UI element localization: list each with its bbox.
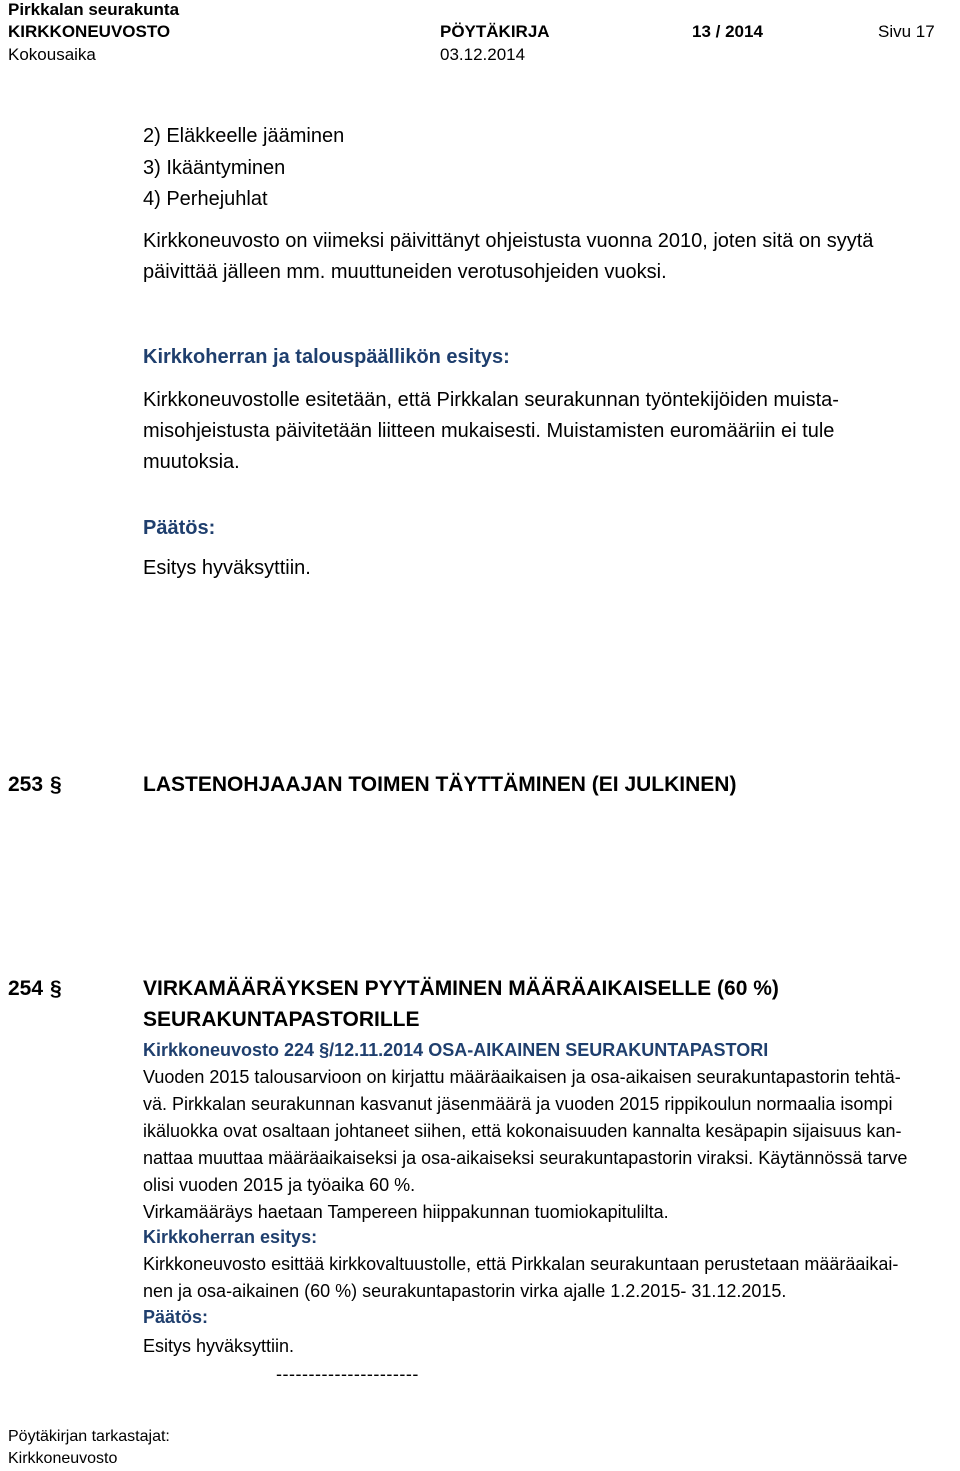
decision-text: Esitys hyväksyttiin. [143,1336,295,1356]
decision-heading: Päätös: [143,1307,209,1327]
reference-body: Kirkkoneuvosto 224 [143,1040,315,1060]
list-item: 4) Perhejuhlat [143,188,268,210]
intro-line: Kirkkoneuvosto on viimeksi päivittänyt ohjeistusta vuonna 2010, joten sitä on syytä [143,230,874,252]
decision-text: Esitys hyväksyttiin. [143,557,311,579]
section-symbol: § [50,977,62,1000]
footer-checkers: Pöytäkirjan tarkastajat: [8,1428,170,1445]
body-line: olisi vuoden 2015 ja työaika 60 %. [143,1175,416,1195]
org-name: Pirkkalan seurakunta [8,0,180,19]
section-number: 254 [8,977,44,1000]
reference-line [143,1040,768,1061]
body-line: Vuoden 2015 talousarvioon on kirjattu määräaikaisen ja osa-aikaisen seurakuntapastorin tehtä- [143,1067,901,1087]
meeting-date: 03.12.2014 [440,45,526,64]
section-title: LASTENOHJAAJAN TOIMEN TÄYTTÄMINEN (EI JULKINEN) [143,773,737,796]
proposal-line: misohjeistusta päivitetään liitteen mukaisesti. Muistamisten euromääriin ei tule [143,420,835,442]
proposal-line: muutoksia. [143,451,240,473]
reference-detail: /12.11.2014 OSA-AIKAINEN SEURAKUNTAPASTORI [329,1040,769,1060]
body-line: vä. Pirkkalan seurakunnan kasvanut jäsenmäärä ja vuoden 2015 rippikoulun normaalia isompi [143,1094,893,1114]
decision-heading: Päätös: [143,517,216,539]
section-symbol: § [50,773,62,796]
meeting-label: Kokousaika [8,45,96,64]
list-item: 3) Ikääntyminen [143,157,286,179]
doc-type: PÖYTÄKIRJA [440,22,550,41]
intro-line: päivittää jälleen mm. muuttuneiden verotusohjeiden vuoksi. [143,261,667,283]
proposal-heading: Kirkkoherran ja talouspäällikön esitys: [143,346,510,368]
body-line: ikäluokka ovat osaltaan johtaneet siihen, että kokonaisuuden kannalta kesäpapin sijaisuus kan- [143,1121,902,1141]
body-line: Virkamääräys haetaan Tampereen hiippakunnan tuomiokapitulilta. [143,1202,669,1222]
proposal-line: nen ja osa-aikainen (60 %) seurakuntapastorin virka ajalle 1.2.2015- 31.12.2015. [143,1281,787,1301]
proposal-line: Kirkkoneuvostolle esitetään, että Pirkkalan seurakunnan työntekijöiden muista- [143,389,839,411]
body-line: nattaa muuttaa määräaikaiseksi ja osa-aikaiseksi seurakuntapastorin viraksi. Käytännössä tarve [143,1148,908,1168]
doc-number: 13 / 2014 [692,22,763,41]
section-title-cont: SEURAKUNTAPASTORILLE [143,1008,420,1031]
section-number: 253 [8,773,44,796]
separator-line: ---------------------- [276,1364,419,1384]
body-name: KIRKKONEUVOSTO [8,22,171,41]
list-item: 2) Eläkkeelle jääminen [143,125,345,147]
reference-symbol: § [319,1040,330,1060]
footer-body: Kirkkoneuvosto [8,1450,118,1467]
page-number: Sivu 17 [878,22,935,41]
proposal-heading: Kirkkoherran esitys: [143,1227,318,1247]
section-title: VIRKAMÄÄRÄYKSEN PYYTÄMINEN MÄÄRÄAIKAISELLE (60 %) [143,977,779,1000]
proposal-line: Kirkkoneuvosto esittää kirkkovaltuustolle, että Pirkkalan seurakuntaan perustetaan määräaikai- [143,1254,899,1274]
